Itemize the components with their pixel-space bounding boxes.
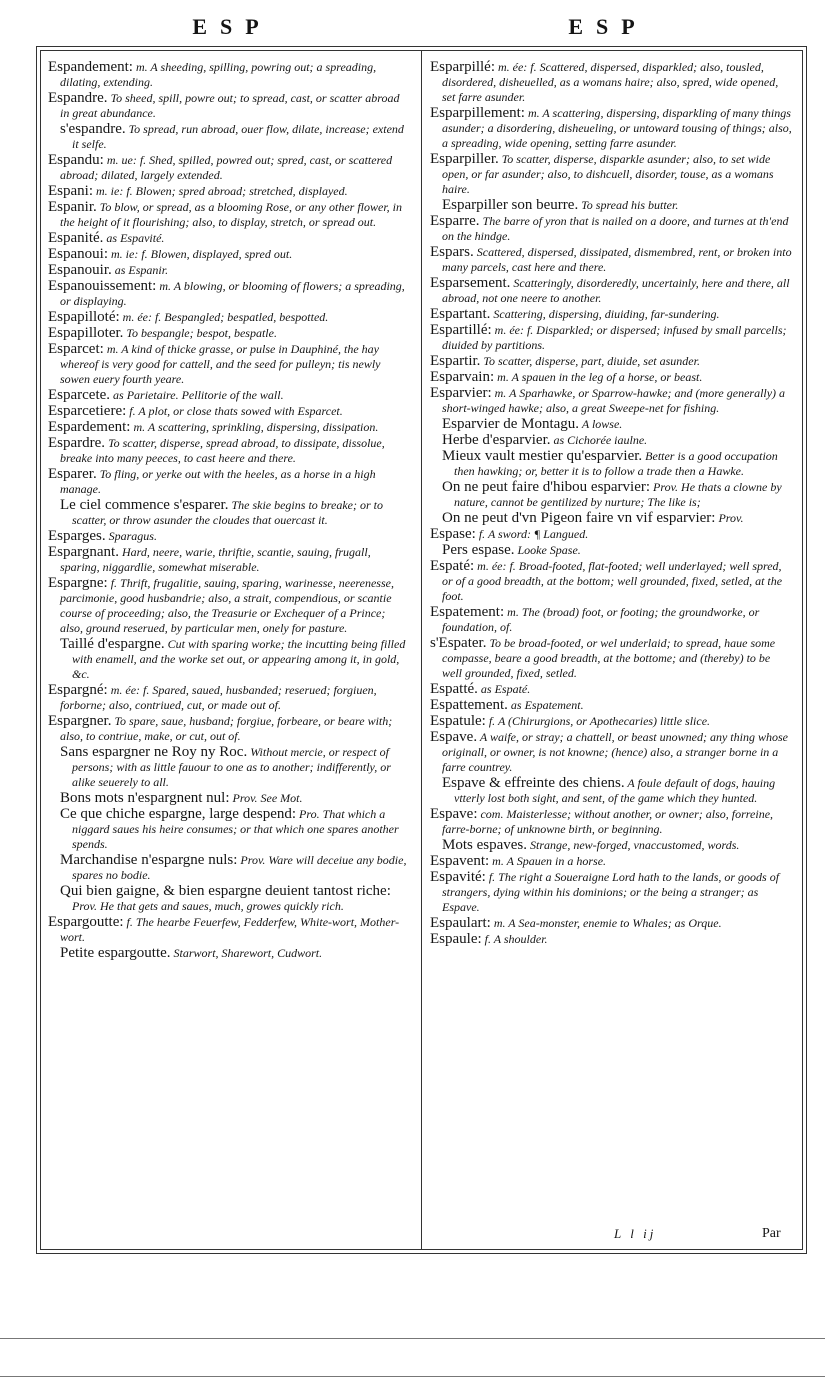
- dictionary-entry: [430, 527, 792, 542]
- dictionary-entry: [430, 730, 792, 775]
- entry-headword: Esparvain:: [430, 369, 495, 385]
- entry-definition: Hard, neere, warie, thriftie, scantie, sauing, frugall, sparing, niggardlie, somewhat miserable.: [60, 545, 371, 574]
- entry-definition: To bespangle; bespot, bespatle.: [123, 326, 277, 340]
- entry-definition: To spread his butter.: [578, 198, 679, 212]
- entry-definition: To spread, run abroad, ouer flow, dilate, increase; extend it selfe.: [72, 122, 404, 151]
- entry-definition: m. A blowing, or blooming of flowers; a spreading, or displaying.: [60, 279, 405, 308]
- dictionary-entry: [48, 884, 410, 914]
- entry-definition: The skie begins to breake; or to scatter, or throw asunder the cloudes that ouercast it.: [72, 498, 383, 527]
- entry-headword: Bons mots n'espargnent nul:: [60, 790, 230, 806]
- entry-headword: Espargner.: [48, 713, 112, 729]
- dictionary-entry: [48, 231, 410, 246]
- dictionary-entry: [48, 745, 410, 790]
- entry-headword: Espardement:: [48, 419, 131, 435]
- entry-definition: m. A spauen in the leg of a horse, or beast.: [494, 370, 703, 384]
- signature-mark: L l ij: [614, 1226, 657, 1241]
- entry-headword: Herbe d'esparvier.: [442, 432, 551, 448]
- entry-headword: Espatule:: [430, 713, 486, 729]
- entry-headword: Espapilloté:: [48, 309, 120, 325]
- dictionary-entry: [430, 543, 792, 558]
- dictionary-entry: [48, 60, 410, 90]
- entry-definition: m. ée: f. Scattered, dispersed, disparkled; also, tousled, disordered, disheuelled, as a womans haire; also, spred, wide opened, set farre asunder.: [442, 60, 779, 104]
- entry-definition: as Espatement.: [507, 698, 584, 712]
- entry-definition: To blow, or spread, as a blooming Rose, or any other flower, in the height of it flourishing; also, to display, stretch, or spread out.: [60, 200, 402, 229]
- entry-definition: f. A (Chirurgions, or Apothecaries) little slice.: [485, 714, 711, 728]
- entry-headword: Espapilloter.: [48, 325, 124, 341]
- dictionary-entry: [430, 245, 792, 275]
- entry-headword: Espargnant.: [48, 544, 119, 560]
- dictionary-entry: [48, 388, 410, 403]
- dictionary-entry: [48, 637, 410, 682]
- dictionary-entry: [430, 511, 792, 526]
- entry-headword: Esparpiller.: [430, 151, 499, 167]
- entry-definition: m. A sheeding, spilling, powring out; a spreading, dilating, extending.: [60, 60, 377, 89]
- entry-headword: s'Espater.: [430, 635, 487, 651]
- dictionary-entry: [430, 605, 792, 635]
- entry-definition: A lowse.: [579, 417, 623, 431]
- entry-definition: Scattered, dispersed, dissipated, dismembred, rent, or broken into many parcels, cast here and there.: [442, 245, 792, 274]
- dictionary-entry: [430, 433, 792, 448]
- entry-headword: Espanir.: [48, 199, 97, 215]
- entry-definition: m. A Sparhawke, or Sparrow-hawke; and (more generally) a short-winged hawke; also, a great Sweepe-net for fishing.: [442, 386, 786, 415]
- entry-definition: To scatter, disperse, disparkle asunder; also, to set wide open, or far asunder; also, to dishcuell, disorder, touse, as a womans haire.: [442, 152, 774, 196]
- entry-definition: A waife, or stray; a chattell, or beast unowned; any thing whose originall, or owner, is not knowne; (hence) also, a stranger borne in a farre countrey.: [442, 730, 788, 774]
- entry-headword: Esparcetiere:: [48, 403, 127, 419]
- dictionary-entry: [48, 122, 410, 152]
- entry-definition: Scatteringly, disorderedly, uncertainly, here and there, all abroad, not one neere to another.: [442, 276, 790, 305]
- entry-headword: Espaté:: [430, 558, 475, 574]
- entry-definition: m. ée: f. Broad-footed, flat-footed; well underlayed; well spred, or of a good breadth, at the bottom; well grounded, fixed, setled, at the foot.: [442, 559, 783, 603]
- entry-headword: Esparcete.: [48, 387, 111, 403]
- entry-headword: Esparsement.: [430, 275, 511, 291]
- entry-definition: m. ée: f. Spared, saued, husbanded; reserued; forgiuen, forborne; also, contriued, cut, or made out of.: [60, 683, 377, 712]
- entry-definition: Starwort, Sharewort, Cudwort.: [170, 946, 323, 960]
- entry-definition: f. A shoulder.: [481, 932, 548, 946]
- entry-headword: Espanouir.: [48, 262, 112, 278]
- dictionary-entry: [430, 370, 792, 385]
- dictionary-entry: [48, 545, 410, 575]
- entry-definition: Strange, new-forged, vnaccustomed, words.: [527, 838, 740, 852]
- dictionary-entry: [48, 529, 410, 544]
- dictionary-entry: [430, 214, 792, 244]
- dictionary-entry: [48, 853, 410, 883]
- entry-headword: Espanoui:: [48, 246, 108, 262]
- entry-headword: Le ciel commence s'esparer.: [60, 497, 229, 513]
- entry-headword: Qui bien gaigne, & bien espargne deuient tantost riche:: [60, 883, 391, 899]
- entry-headword: Espave:: [430, 806, 478, 822]
- entry-headword: Esparcet:: [48, 341, 104, 357]
- dictionary-entry: [48, 498, 410, 528]
- entry-definition: com. Maisterlesse; without another, or owner; also, forreine, farre-borne; of unknowne birth, or beginning.: [442, 807, 774, 836]
- dictionary-entry: [430, 386, 792, 416]
- entry-headword: Espars.: [430, 244, 474, 260]
- entry-definition: To be broad-footed, or wel underlaid; to spread, haue some compasse, beare a good breadth, at the bottome; and (thereby) to be well grounded, fixed, setled.: [442, 636, 776, 680]
- dictionary-entry: [430, 870, 792, 915]
- entry-headword: Espaule:: [430, 931, 482, 947]
- dictionary-entry: [430, 682, 792, 697]
- entry-definition: m. A Sea-monster, enemie to Whales; as Orque.: [490, 916, 722, 930]
- entry-definition: m. A Spauen in a horse.: [489, 854, 607, 868]
- entry-headword: Espartant.: [430, 306, 491, 322]
- entry-headword: Esparvier de Montagu.: [442, 416, 580, 432]
- entry-headword: Espavité:: [430, 869, 486, 885]
- dictionary-entry: [430, 354, 792, 369]
- entry-headword: Espargne:: [48, 575, 108, 591]
- entry-headword: Espargné:: [48, 682, 108, 698]
- dictionary-entry: [430, 932, 792, 947]
- entry-definition: f. The right a Soueraigne Lord hath to the lands, or goods of strangers, dying within his dominions; or the being a stranger; as Espave.: [442, 870, 780, 914]
- entry-headword: Espase:: [430, 526, 476, 542]
- dictionary-entry: [48, 946, 410, 961]
- entry-definition: A foule default of dogs, hauing vtterly lost both sight, and sent, of the game which they hunted.: [454, 776, 776, 805]
- entry-definition: Cut with sparing worke; the incutting being filled with enamell, and the worke set out, or appearing among it, in gold, &c.: [72, 637, 406, 681]
- dictionary-entry: [48, 326, 410, 341]
- entry-definition: m. A scattering, sprinkling, dispersing, dissipation.: [130, 420, 379, 434]
- entry-definition: as Espanir.: [111, 263, 169, 277]
- dictionary-entry: [48, 467, 410, 497]
- left-column: [48, 60, 410, 962]
- dictionary-entry: [48, 247, 410, 262]
- entry-headword: Espave.: [430, 729, 478, 745]
- entry-definition: as Espaté.: [477, 682, 531, 696]
- entry-headword: Marchandise n'espargne nuls:: [60, 852, 238, 868]
- dictionary-entry: [48, 91, 410, 121]
- entry-headword: Esparvier:: [430, 385, 492, 401]
- entry-headword: Esparer.: [48, 466, 97, 482]
- dictionary-entry: [430, 152, 792, 197]
- dictionary-entry: [430, 854, 792, 869]
- entry-headword: Pers espase.: [442, 542, 515, 558]
- dictionary-entry: [430, 60, 792, 105]
- dictionary-entry: [48, 436, 410, 466]
- entry-definition: f. The hearbe Feuerfew, Fedderfew, White-wort, Mother-wort.: [60, 915, 400, 944]
- entry-definition: m. ée: f. Disparkled; or dispersed; infused by small parcells; diuided by partitions.: [442, 323, 787, 352]
- dictionary-entry: [430, 807, 792, 837]
- entry-definition: f. A plot, or close thats sowed with Esparcet.: [126, 404, 343, 418]
- dictionary-entry: [48, 153, 410, 183]
- dictionary-entry: [430, 559, 792, 604]
- entry-definition: Pro. That which a niggard saues his heire consumes; or that which one spares another spends.: [72, 807, 399, 851]
- running-head-left: ESP: [192, 14, 272, 39]
- entry-headword: Espartillé:: [430, 322, 492, 338]
- entry-headword: Taillé d'espargne.: [60, 636, 165, 652]
- entry-headword: On ne peut faire d'hibou esparvier:: [442, 479, 651, 495]
- dictionary-entry: [430, 636, 792, 681]
- dictionary-entry: [48, 404, 410, 419]
- entry-headword: Espandement:: [48, 59, 133, 75]
- entry-definition: f. A sword: ¶ Langued.: [475, 527, 589, 541]
- entry-headword: Mieux vault mestier qu'esparvier.: [442, 448, 643, 464]
- entry-definition: m. ée: f. Bespangled; bespatled, bespotted.: [119, 310, 329, 324]
- entry-headword: Espave & effreinte des chiens.: [442, 775, 625, 791]
- entry-headword: Sans espargner ne Roy ny Roc.: [60, 744, 248, 760]
- running-head-right: ESP: [568, 14, 648, 39]
- column-divider: [421, 50, 422, 1250]
- entry-definition: f. Thrift, frugalitie, sauing, sparing, warinesse, neerenesse, parcimonie, good husbandrie; also, a strait, compendious, or scantie course of proceeding; also, the Treasurie or Exchequer of a Prince; also, ground reserued, by particular men, onely for pasture.: [60, 576, 394, 635]
- dictionary-entry: [430, 480, 792, 510]
- entry-headword: Espattement.: [430, 697, 508, 713]
- entry-definition: m. ue: f. Shed, spilled, powred out; spred, cast, or scattered abroad; dilated, largely extended.: [60, 153, 393, 182]
- dictionary-entry: [48, 915, 410, 945]
- entry-definition: To fling, or yerke out with the heeles, as a horse in a high manage.: [60, 467, 376, 496]
- dictionary-entry: [430, 838, 792, 853]
- dictionary-entry: [430, 714, 792, 729]
- dictionary-entry: [48, 200, 410, 230]
- entry-definition: Prov. He thats a clowne by nature, cannot be gentilized by nurture; The like is;: [454, 480, 782, 509]
- dictionary-entry: [48, 279, 410, 309]
- dictionary-entry: [430, 307, 792, 322]
- dictionary-entry: [48, 310, 410, 325]
- entry-definition: Sparagus.: [105, 529, 157, 543]
- entry-headword: Esparpillé:: [430, 59, 495, 75]
- catchword: Par: [762, 1226, 781, 1241]
- dictionary-entry: [430, 776, 792, 806]
- entry-definition: m. A kind of thicke grasse, or pulse in Dauphiné, the hay whereof is very good for cattell, and the seed for pulleyn; tis newly sowen euery fourth yeare.: [60, 342, 381, 386]
- dictionary-entry: [48, 576, 410, 636]
- entry-definition: To scatter, disperse, part, diuide, set asunder.: [480, 354, 700, 368]
- entry-definition: m. ie: f. Blowen, displayed, spred out.: [108, 247, 293, 261]
- entry-headword: Esparre.: [430, 213, 480, 229]
- entry-headword: Espartir.: [430, 353, 481, 369]
- entry-definition: m. ie: f. Blowen; spred abroad; stretched, displayed.: [93, 184, 348, 198]
- entry-headword: Espandu:: [48, 152, 104, 168]
- entry-definition: as Espavité.: [103, 231, 165, 245]
- entry-definition: To spare, saue, husband; forgiue, forbeare, or beare with; also, to contriue, make, or cut, out of.: [60, 714, 393, 743]
- dictionary-entry: [48, 807, 410, 852]
- entry-definition: Looke Spase.: [514, 543, 581, 557]
- dictionary-entry: [430, 198, 792, 213]
- entry-definition: as Cichorée iaulne.: [550, 433, 648, 447]
- entry-definition: as Parietaire. Pellitorie of the wall.: [110, 388, 284, 402]
- entry-definition: Prov. He that gets and saues, much, growes quickly rich.: [72, 899, 344, 913]
- entry-definition: Prov. Ware will deceiue any bodie, spares no bodie.: [72, 853, 407, 882]
- bottom-rule-2: [0, 1376, 825, 1377]
- entry-definition: The barre of yron that is nailed on a doore, and turnes at th'end on the hindge.: [442, 214, 789, 243]
- entry-headword: Espandre.: [48, 90, 108, 106]
- entry-definition: m. The (broad) foot, or footing; the groundworke, or foundation, of.: [442, 605, 760, 634]
- entry-headword: Espargoutte:: [48, 914, 124, 930]
- dictionary-entry: [48, 342, 410, 387]
- dictionary-entry: [48, 791, 410, 806]
- entry-headword: Espanité.: [48, 230, 104, 246]
- dictionary-entry: [430, 323, 792, 353]
- dictionary-entry: [48, 683, 410, 713]
- entry-headword: Petite espargoutte.: [60, 945, 171, 961]
- entry-definition: Without mercie, or respect of persons; with as little fauour to one as to another; indifferently, or alike seuerely to all.: [72, 745, 391, 789]
- entry-headword: Esparpillement:: [430, 105, 525, 121]
- entry-definition: Prov. See Mot.: [229, 791, 303, 805]
- dictionary-entry: [48, 420, 410, 435]
- entry-headword: Esparpiller son beurre.: [442, 197, 579, 213]
- dictionary-entry: [430, 449, 792, 479]
- entry-headword: Espatté.: [430, 681, 478, 697]
- dictionary-entry: [430, 106, 792, 151]
- entry-definition: Better is a good occupation then hawking; or, better it is to follow a trade then a Hawke.: [454, 449, 778, 478]
- entry-headword: Espanouissement:: [48, 278, 157, 294]
- entry-definition: To sheed, spill, powre out; to spread, cast, or scatter abroad in great abundance.: [60, 91, 400, 120]
- entry-definition: Scattering, dispersing, diuiding, far-sundering.: [490, 307, 720, 321]
- entry-headword: Espani:: [48, 183, 93, 199]
- dictionary-entry: [430, 698, 792, 713]
- dictionary-entry: [430, 276, 792, 306]
- entry-headword: Espardre.: [48, 435, 106, 451]
- dictionary-entry: [430, 916, 792, 931]
- dictionary-entry: [48, 714, 410, 744]
- entry-definition: m. A scattering, dispersing, disparkling of many things asunder; a disordering, disheueling, or untoward tousing of things; also, a spreading, wide opening, setting farre asunder.: [442, 106, 792, 150]
- entry-headword: Esparges.: [48, 528, 106, 544]
- entry-headword: s'espandre.: [60, 121, 126, 137]
- dictionary-entry: [48, 263, 410, 278]
- entry-headword: Espatement:: [430, 604, 505, 620]
- entry-headword: On ne peut d'vn Pigeon faire vn vif esparvier:: [442, 510, 716, 526]
- right-column: [430, 60, 792, 948]
- entry-headword: Espavent:: [430, 853, 490, 869]
- entry-definition: Prov.: [715, 511, 744, 525]
- entry-definition: To scatter, disperse, spread abroad, to dissipate, dissolue, breake into many peeces, to cast heere and there.: [60, 436, 385, 465]
- bottom-rule-1: [0, 1338, 825, 1339]
- dictionary-entry: [430, 417, 792, 432]
- dictionary-entry: [48, 184, 410, 199]
- entry-headword: Espaulart:: [430, 915, 491, 931]
- entry-headword: Ce que chiche espargne, large despend:: [60, 806, 297, 822]
- entry-headword: Mots espaves.: [442, 837, 527, 853]
